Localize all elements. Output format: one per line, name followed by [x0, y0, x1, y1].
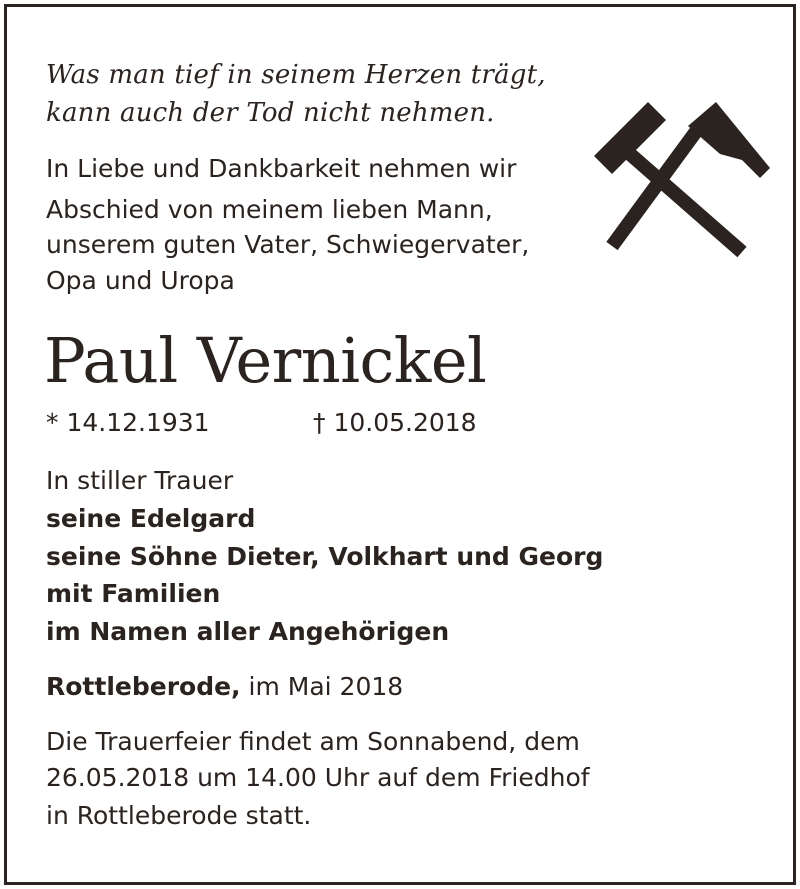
mourner-line-3: mit Familien — [46, 579, 221, 608]
quote-line-1: Was man tief in seinem Herzen trägt, — [46, 60, 546, 90]
place-and-date — [46, 674, 403, 699]
mourners-heading: In stiller Trauer — [46, 466, 234, 495]
funeral-line-3: in Rottleberode statt. — [46, 801, 312, 830]
mourner-line-1: seine Edelgard — [46, 504, 256, 533]
place-date: im Mai 2018 — [248, 672, 404, 701]
funeral-line-2: 26.05.2018 um 14.00 Uhr auf dem Friedhof — [46, 763, 590, 792]
mourner-line-4: im Namen aller Angehörigen — [46, 617, 450, 646]
birth-date: * 14.12.1931 — [46, 408, 210, 437]
intro-line-2: Abschied von meinem lieben Mann, — [46, 195, 493, 224]
quote-line-2: kann auch der Tod nicht nehmen. — [46, 98, 495, 128]
funeral-line-1: Die Trauerfeier findet am Sonnabend, dem — [46, 727, 580, 756]
death-date: † 10.05.2018 — [313, 408, 477, 437]
mourner-line-2: seine Söhne Dieter, Volkhart und Georg — [46, 542, 604, 571]
intro-line-1: In Liebe und Dankbarkeit nehmen wir — [46, 154, 517, 183]
place-town: Rottleberode, — [46, 672, 241, 701]
intro-line-4: Opa und Uropa — [46, 266, 235, 295]
hammer-and-pick-icon — [592, 96, 772, 258]
deceased-name: Paul Vernickel — [44, 324, 487, 397]
intro-line-3: unserem guten Vater, Schwiegervater, — [46, 230, 530, 259]
